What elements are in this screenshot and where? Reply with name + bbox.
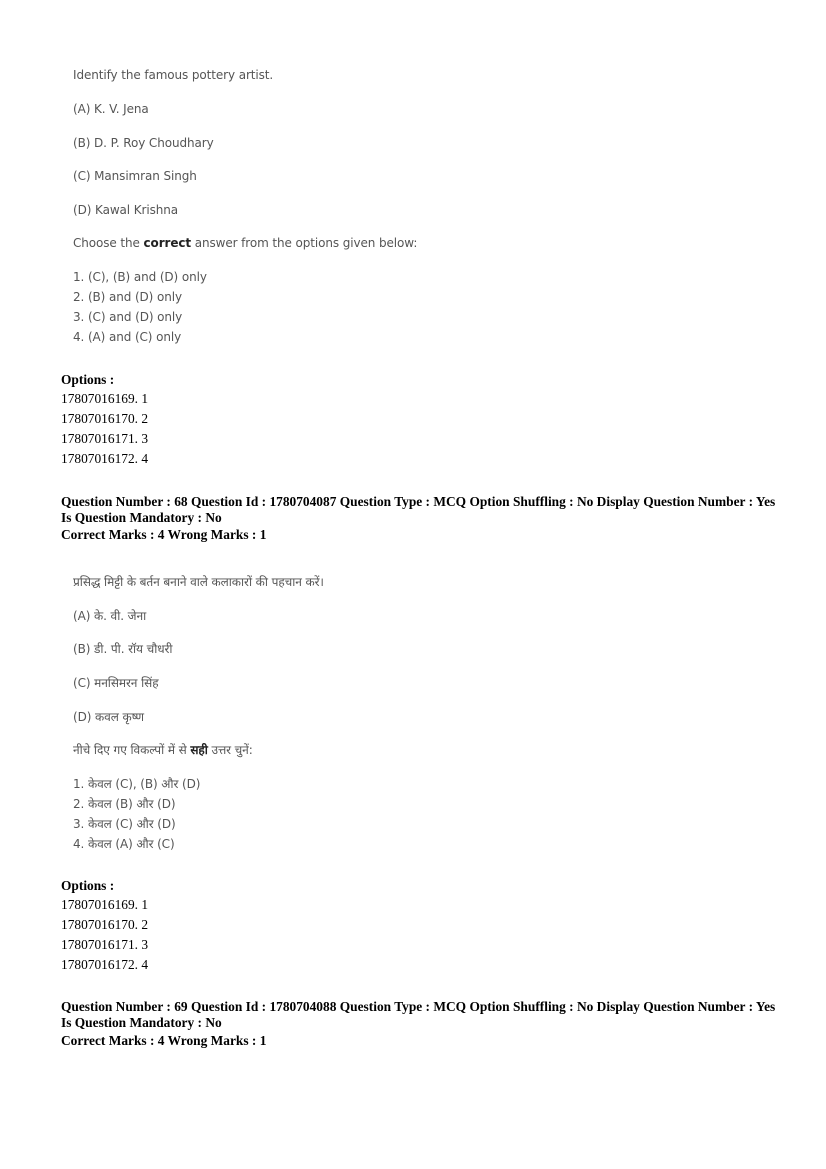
- answer-option-3: 3. (C) and (D) only: [73, 310, 183, 324]
- choice-a: (A) K. V. Jena: [73, 102, 149, 116]
- choice-b: (B) D. P. Roy Choudhary: [73, 136, 214, 150]
- answer-option-4: 4. केवल (A) और (C): [73, 837, 175, 851]
- option-id-2: 17807016170. 2: [61, 917, 149, 932]
- question-68-mandatory: Is Question Mandatory : No: [61, 510, 222, 525]
- question-stem: Identify the famous pottery artist.: [73, 68, 274, 82]
- option-id-1: 17807016169. 1: [61, 897, 149, 912]
- choose-instruction: नीचे दिए गए विकल्पों में से सही उत्तर चुनें:: [73, 743, 253, 757]
- question-69-marks: Correct Marks : 4 Wrong Marks : 1: [61, 1033, 267, 1048]
- choice-d: (D) कवल कृष्ण: [73, 710, 144, 724]
- answer-option-1: 1. केवल (C), (B) और (D): [73, 777, 201, 791]
- answer-option-1: 1. (C), (B) and (D) only: [73, 270, 207, 284]
- options-label: Options :: [61, 878, 115, 893]
- option-id-4: 17807016172. 4: [61, 451, 149, 466]
- options-label: Options :: [61, 372, 115, 387]
- option-id-3: 17807016171. 3: [61, 937, 149, 952]
- option-id-2: 17807016170. 2: [61, 411, 149, 426]
- option-id-4: 17807016172. 4: [61, 957, 149, 972]
- choice-c: (C) Mansimran Singh: [73, 169, 197, 183]
- option-id-3: 17807016171. 3: [61, 431, 149, 446]
- question-68-info: Question Number : 68 Question Id : 1780704087 Question Type : MCQ Option Shuffling : No Display Question Number : Yes: [61, 494, 776, 509]
- answer-option-3: 3. केवल (C) और (D): [73, 817, 176, 831]
- choice-c: (C) मनसिमरन सिंह: [73, 676, 159, 690]
- question-68-marks: Correct Marks : 4 Wrong Marks : 1: [61, 527, 267, 542]
- question-69-mandatory: Is Question Mandatory : No: [61, 1015, 222, 1030]
- answer-option-4: 4. (A) and (C) only: [73, 330, 182, 344]
- choose-instruction: Choose the correct answer from the options given below:: [73, 236, 418, 250]
- question-69-info: Question Number : 69 Question Id : 1780704088 Question Type : MCQ Option Shuffling : No Display Question Number : Yes: [61, 999, 776, 1014]
- choice-a: (A) के. वी. जेना: [73, 609, 147, 623]
- choice-d: (D) Kawal Krishna: [73, 203, 178, 217]
- answer-option-2: 2. केवल (B) और (D): [73, 797, 176, 811]
- choice-b: (B) डी. पी. रॉय चौधरी: [73, 642, 173, 656]
- answer-option-2: 2. (B) and (D) only: [73, 290, 182, 304]
- question-stem: प्रसिद्ध मिट्टी के बर्तन बनाने वाले कलाकारों की पहचान करें।: [73, 575, 324, 589]
- option-id-1: 17807016169. 1: [61, 391, 149, 406]
